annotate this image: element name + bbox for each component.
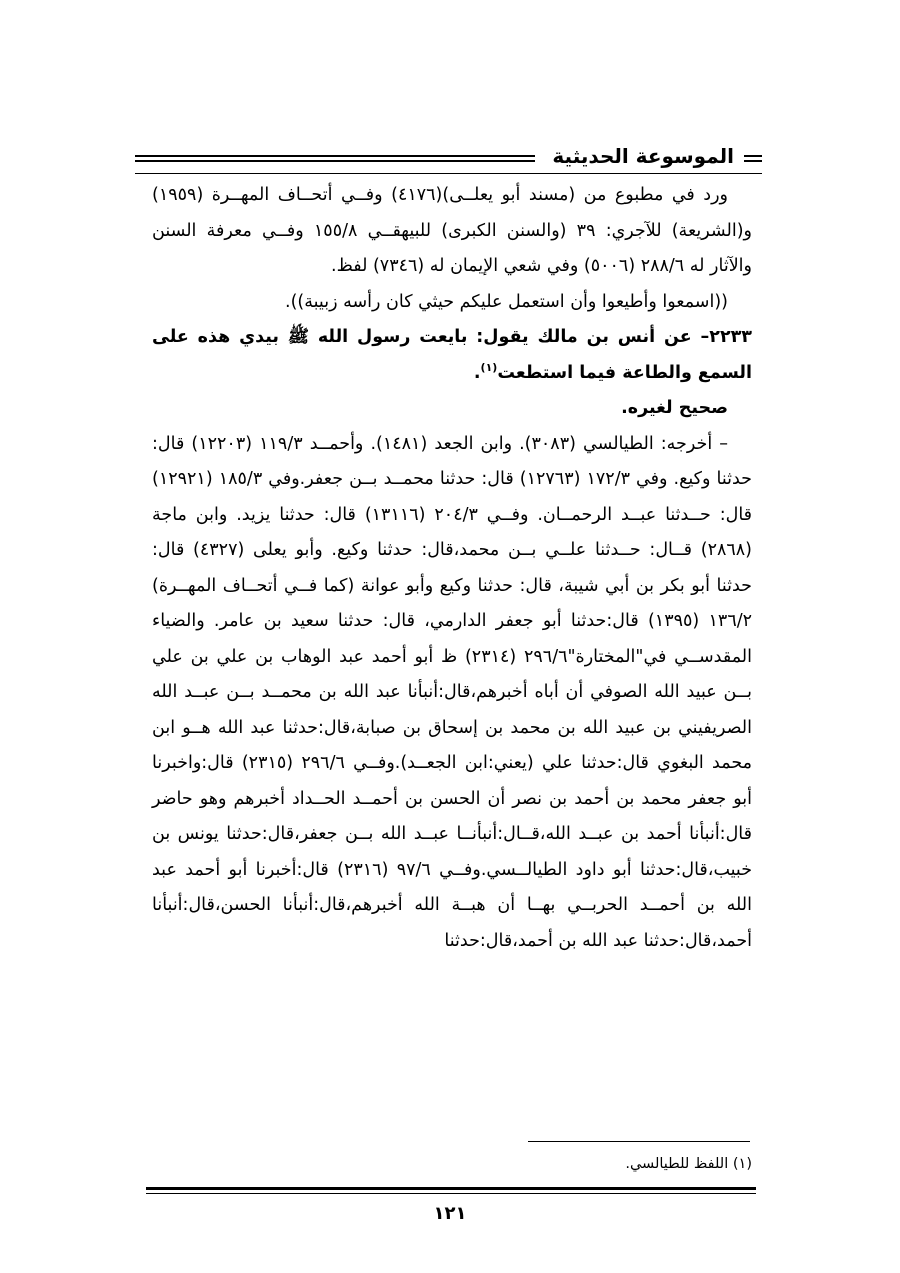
footer-rule-thin — [146, 1193, 756, 1194]
hadith-period: . — [473, 362, 481, 383]
hadith-body: ٢٢٣٣– عن أنس بن مالك يقول: بايعت رسول الله ﷺ بيدي هذه على السمع والطاعة فيما استطعت — [152, 327, 752, 383]
footnote: (١) اللفظ للطيالسي. — [625, 1156, 752, 1172]
paragraph-quote: ((اسمعوا وأطيعوا وأن استعمل عليكم حيثي كان رأسه زبيبة)). — [285, 291, 728, 312]
header-rule-left — [135, 155, 535, 162]
footnote-separator — [528, 1141, 750, 1142]
header-rule-right — [744, 155, 762, 162]
footer-rule-thick — [146, 1187, 756, 1190]
header-underline — [135, 173, 762, 174]
hadith-text — [152, 320, 752, 391]
page-header — [135, 140, 762, 176]
paragraph-variant-note: ورد في مطبوع من (مسند أبو يعلــى)(٤١٧٦) وفــي أتحــاف المهــرة (١٩٥٩) و(الشريعة) للآجري: ٣٩ (والسنن الكبرى) للبيهقــي ١٥٥/٨ وفــي معرفة السنن والآثار له ٢٨٨/٦ (٥٠٠٦) وفي شعي الإيمان له (٧٣٤٦) لفظ. — [152, 185, 752, 276]
page-number: ١٢١ — [433, 1203, 467, 1224]
body-text — [152, 178, 752, 959]
paragraph-takhrij: – أخرجه: الطيالسي (٣٠٨٣). وابن الجعد (١٤٨١). وأحمــد ١١٩/٣ (١٢٢٠٣) قال: حدثنا وكيع. وفي ١٧٢/٣ (١٢٧٦٣) قال: حدثنا محمــد بــن جعفر.وفي ١٨٥/٣ (١٢٩٢١) قال: حــدثنا عبــد الرحمــان. وفــي ٢٠٤/٣ (١٣١١٦) قال: حدثنا يزيد. وابن ماجة (٢٨٦٨) قــال: حــدثنا علــي بــن محمد،قال: حدثنا وكيع. وأبو يعلى (٤٣٢٧) قال: حدثنا أبو بكر بن أبي شيبة، قال: حدثنا وكيع وأبو عوانة (كما فــي أتحــاف المهــرة) ١٣٦/٢ (١٣٩٥) قال:حدثنا أبو جعفر الدارمي، قال: حدثنا سعيد بن عامر. والضياء المقدســي في"المختارة"٢٩٦/٦ (٢٣١٤) ظ أبو أحمد عبد الوهاب بن علي بن علي بــن عبيد الله الصوفي أن أباه أخبرهم،قال:أنبأنا عبد الله بن محمــد بــن عبــد الله الصريفيني بن عبيد الله بن محمد بن إسحاق بن صبابة،قال:حدثنا عبد الله هــو ابن محمد البغوي قال:حدثنا علي (يعني:ابن الجعــد).وفــي ٢٩٦/٦ (٢٣١٥) قال:واخبرنا أبو جعفر محمد بن أحمد بن نصر أن الحسن بن أحمــد الحــداد أخبرهم وهو حاضر قال:أنبأنا أحمد بن عبــد الله،قــال:أنبأنــا عبــد الله بــن جعفر،قال:حدثنا يونس بن خبيب،قال:حدثنا أبو داود الطيالــسي.وفــي ٩٧/٦ (٢٣١٦) قال:أخبرنا أبو أحمد عبد الله بن أحمــد الحربــي بهــا أن هبــة الله أخبرهم،قال:أنبأنا الحسن،قال:أنبأنا أحمد،قال:حدثنا عبد الله بن أحمد،قال:حدثنا — [152, 433, 753, 951]
header-title: الموسوعة الحديثية — [544, 142, 742, 170]
footnote-marker: (١) — [480, 360, 498, 374]
grading-label: صحيح لغيره. — [621, 398, 728, 418]
